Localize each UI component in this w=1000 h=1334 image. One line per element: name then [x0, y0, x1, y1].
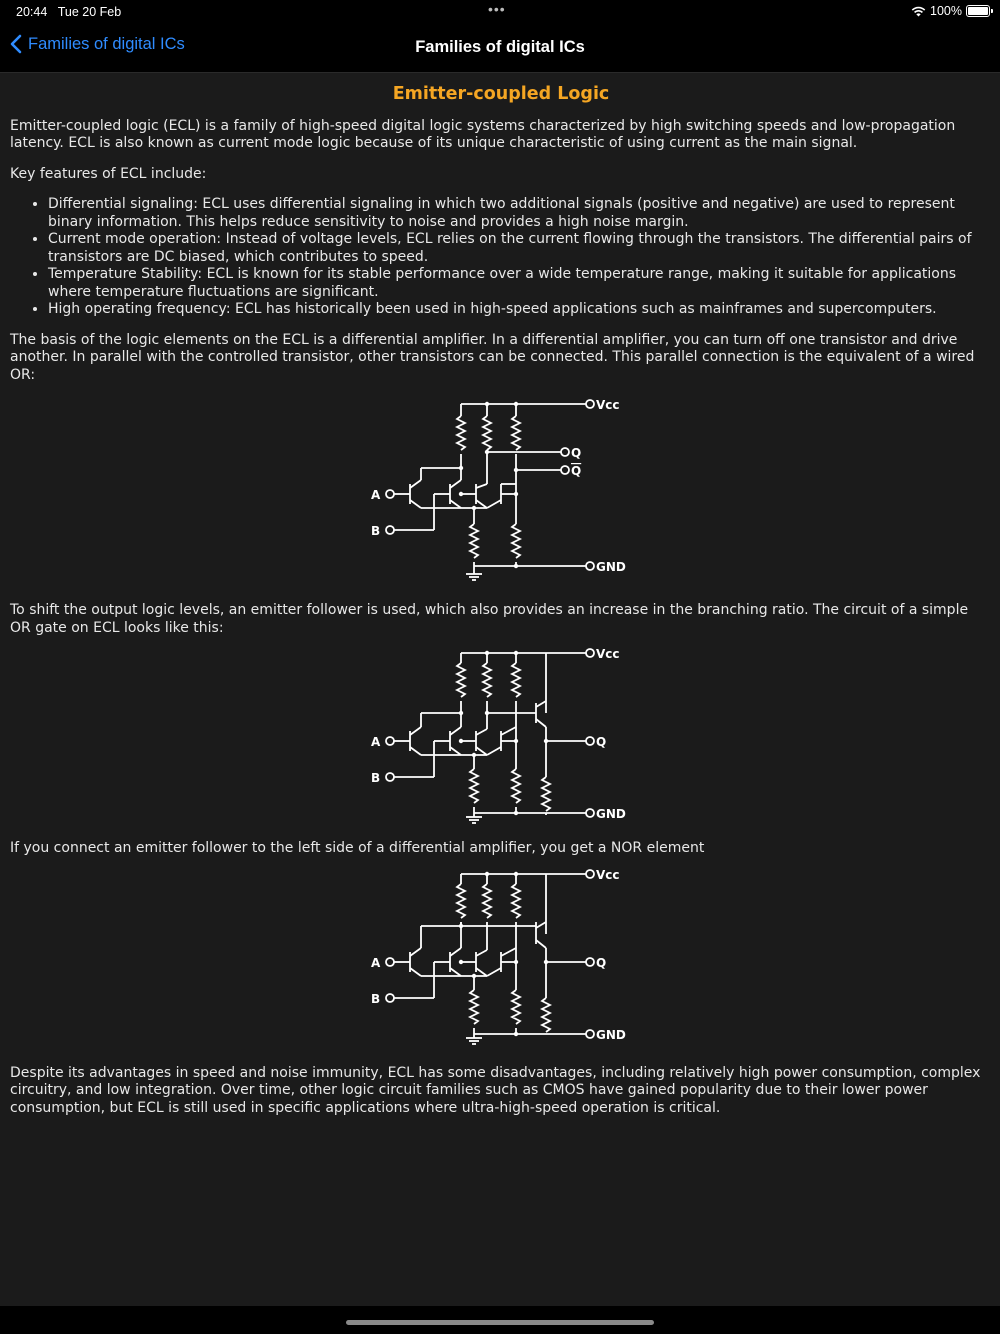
status-time: 20:44 Tue 20 Feb [16, 5, 122, 19]
q-label: Q [596, 955, 607, 970]
gnd-label: GND [596, 560, 626, 574]
b-input-label: B [371, 771, 381, 785]
gnd-label: GND [596, 1027, 626, 1042]
b-input-label: B [371, 991, 381, 1006]
wifi-icon [911, 6, 926, 17]
a-input-label: A [371, 735, 381, 749]
list-item: • Temperature Stability: ECL is known for its stable performance over a wide temperature range, making it suitable for applications where temperature fluctuations are significant. [48, 266, 992, 301]
basis-paragraph: The basis of the logic elements on the ECL is a differential amplifier. In a differential amplifier, you can turn off one transistor and drive another. In parallel with the controlled transistor, other transistors can be connected. This parallel connection is the equivalent of a wired OR: [10, 331, 975, 383]
qbar-label: Q [571, 464, 582, 478]
features-list [10, 196, 992, 319]
page-title: Families of digital ICs [415, 38, 585, 56]
ecl-or-gate-diagram [366, 641, 636, 826]
status-right [911, 4, 990, 18]
q-label: Q [596, 735, 607, 749]
ecl-wired-or-diagram [366, 388, 636, 588]
list-item: • High operating frequency: ECL has historically been used in high-speed applications such as mainframes and supercomputers. [48, 301, 992, 319]
list-item: • Current mode operation: Instead of voltage levels, ECL relies on the current flowing through the transistors. The differential pairs of transistors are DC biased, which contributes to speed. [48, 231, 992, 266]
battery-icon [966, 5, 990, 17]
q-label: Q [571, 446, 582, 460]
vcc-label: Vcc [596, 398, 620, 412]
article-heading: Emitter-coupled Logic [392, 84, 610, 104]
a-input-label: A [371, 955, 381, 970]
a-input-label: A [371, 488, 381, 502]
nor-paragraph: If you connect an emitter follower to the left side of a differential amplifier, you get a NOR element [10, 840, 705, 856]
vcc-label: Vcc [596, 867, 620, 882]
battery-percent: 100% [930, 4, 962, 18]
shift-paragraph: To shift the output logic levels, an emitter follower is used, which also provides an increase in the branching ratio. The circuit of a simple OR gate on ECL looks like this: [10, 602, 969, 636]
back-button-label: Families of digital ICs [28, 34, 185, 53]
vcc-label: Vcc [596, 647, 620, 661]
gnd-label: GND [596, 807, 626, 821]
intro-paragraph: Emitter-coupled logic (ECL) is a family of high-speed digital logic systems characterized by high switching speeds and low-propagation latency. ECL is also known as current mode logic because of its unique characteristic of using current as the main signal. [10, 117, 956, 151]
home-indicator-bar [0, 1306, 1000, 1334]
b-input-label: B [371, 524, 381, 538]
ecl-nor-diagram [366, 862, 636, 1047]
multitasking-dots-icon[interactable]: ••• [488, 1, 506, 17]
status-bar [0, 0, 1000, 24]
article [10, 72, 992, 1130]
features-title: Key features of ECL include: [10, 165, 207, 182]
conclusion-paragraph: Despite its advantages in speed and noise immunity, ECL has some disadvantages, including relatively high power consumption, complex circuitry, and low integration. Over time, other logic circuit families such as CMOS have gained popularity due to their lower power consumption, but ECL is still used in specific applications where ultra-high-speed operation is critical. [10, 1064, 981, 1116]
list-item: • Differential signaling: ECL uses differential signaling in which two additional signals (positive and negative) are used to represent binary information. This helps reduce sensitivity to noise and provides a high noise margin. [48, 196, 992, 231]
home-indicator[interactable] [346, 1320, 654, 1325]
navigation-bar [0, 24, 1000, 73]
